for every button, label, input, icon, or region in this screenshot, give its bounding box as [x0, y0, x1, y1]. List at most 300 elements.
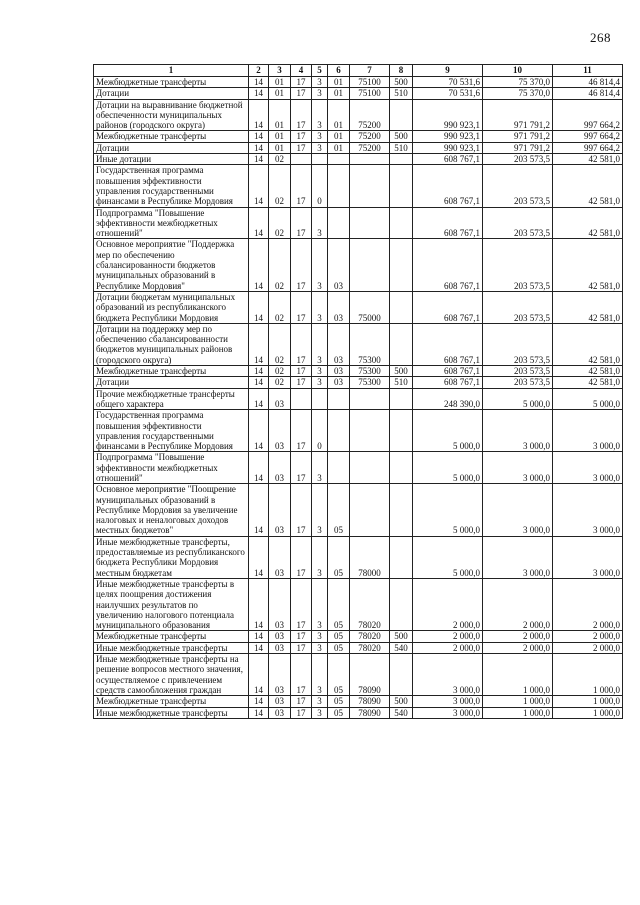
code-gr: 14 [249, 239, 269, 291]
code-pr-c: 03 [328, 323, 350, 365]
amount-y3: 46 814,4 [553, 77, 623, 88]
code-pr-b: 3 [312, 696, 328, 707]
table-row [94, 165, 623, 207]
code-vr [390, 578, 413, 630]
code-csr [350, 410, 390, 452]
col-header-4: 4 [291, 65, 312, 77]
table-row [94, 366, 623, 377]
amount-y1: 608 767,1 [413, 377, 483, 388]
row-name: Подпрограмма "Повышение эффективности межбюджетных отношений" [94, 207, 249, 239]
code-csr: 75300 [350, 323, 390, 365]
code-csr: 78090 [350, 696, 390, 707]
amount-y1: 2 000,0 [413, 631, 483, 642]
code-vr [390, 207, 413, 239]
row-name: Иные межбюджетные трансферты в целях поощрения достижения наилучших результатов по увеличению налогового потенциала муниципального образования [94, 578, 249, 630]
amount-y1: 990 923,1 [413, 99, 483, 131]
code-rz: 03 [269, 452, 291, 484]
amount-y3: 42 581,0 [553, 291, 623, 323]
row-name: Дотации [94, 377, 249, 388]
row-name: Дотации [94, 88, 249, 99]
code-rz: 02 [269, 377, 291, 388]
code-vr [390, 239, 413, 291]
amount-y3: 997 664,2 [553, 99, 623, 131]
code-vr: 540 [390, 707, 413, 718]
amount-y3: 42 581,0 [553, 239, 623, 291]
amount-y1: 608 767,1 [413, 165, 483, 207]
table-row [94, 323, 623, 365]
amount-y1: 3 000,0 [413, 654, 483, 696]
code-rz: 02 [269, 207, 291, 239]
row-name: Иные межбюджетные трансферты [94, 642, 249, 653]
amount-y3: 997 664,2 [553, 131, 623, 142]
code-rz: 02 [269, 366, 291, 377]
amount-y1: 608 767,1 [413, 154, 483, 165]
table-row [94, 88, 623, 99]
code-rz: 02 [269, 239, 291, 291]
amount-y1: 5 000,0 [413, 452, 483, 484]
row-name: Государственная программа повышения эффективности управления государственными финансами в Республике Мордовия [94, 410, 249, 452]
code-pr-a: 17 [291, 131, 312, 142]
code-pr-a: 17 [291, 88, 312, 99]
code-pr-a: 17 [291, 578, 312, 630]
code-pr-c: 01 [328, 77, 350, 88]
amount-y3: 1 000,0 [553, 654, 623, 696]
code-pr-c: 05 [328, 484, 350, 536]
code-pr-b: 3 [312, 239, 328, 291]
code-pr-c: 05 [328, 654, 350, 696]
code-vr [390, 99, 413, 131]
code-pr-c [328, 452, 350, 484]
table-row [94, 388, 623, 410]
code-gr: 14 [249, 366, 269, 377]
code-csr: 75200 [350, 131, 390, 142]
code-csr: 78090 [350, 707, 390, 718]
table-row [94, 536, 623, 578]
amount-y3: 42 581,0 [553, 323, 623, 365]
table-row [94, 142, 623, 153]
code-pr-a: 17 [291, 484, 312, 536]
code-rz: 03 [269, 484, 291, 536]
code-rz: 03 [269, 707, 291, 718]
code-pr-b: 3 [312, 642, 328, 653]
row-name: Иные межбюджетные трансферты [94, 707, 249, 718]
table-header-row [94, 65, 623, 77]
table-row [94, 154, 623, 165]
code-csr [350, 452, 390, 484]
code-pr-c: 05 [328, 578, 350, 630]
amount-y2: 1 000,0 [483, 654, 553, 696]
code-pr-b: 3 [312, 77, 328, 88]
code-gr: 14 [249, 707, 269, 718]
col-header-11: 11 [553, 65, 623, 77]
table-row [94, 578, 623, 630]
code-vr [390, 484, 413, 536]
code-csr: 78020 [350, 631, 390, 642]
code-csr: 75100 [350, 77, 390, 88]
code-pr-b: 3 [312, 88, 328, 99]
code-pr-b: 3 [312, 99, 328, 131]
row-name: Основное мероприятие "Поддержка мер по обеспечению сбалансированности бюджетов муниципальных образований в Республике Мордовия" [94, 239, 249, 291]
table-body [94, 77, 623, 719]
code-pr-b [312, 388, 328, 410]
code-pr-a: 17 [291, 696, 312, 707]
amount-y1: 608 767,1 [413, 207, 483, 239]
code-csr [350, 154, 390, 165]
code-pr-c: 03 [328, 377, 350, 388]
table-row [94, 131, 623, 142]
code-rz: 03 [269, 642, 291, 653]
amount-y3: 1 000,0 [553, 696, 623, 707]
amount-y3: 42 581,0 [553, 154, 623, 165]
code-pr-b: 3 [312, 452, 328, 484]
code-rz: 03 [269, 536, 291, 578]
code-csr: 75300 [350, 377, 390, 388]
code-pr-a: 17 [291, 77, 312, 88]
amount-y2: 3 000,0 [483, 410, 553, 452]
code-pr-a: 17 [291, 642, 312, 653]
row-name: Иные дотации [94, 154, 249, 165]
amount-y2: 2 000,0 [483, 642, 553, 653]
col-header-2: 2 [249, 65, 269, 77]
code-gr: 14 [249, 377, 269, 388]
code-csr: 75200 [350, 142, 390, 153]
amount-y2: 203 573,5 [483, 323, 553, 365]
code-rz: 03 [269, 654, 291, 696]
code-vr [390, 323, 413, 365]
code-csr: 75000 [350, 291, 390, 323]
code-gr: 14 [249, 99, 269, 131]
code-rz: 03 [269, 410, 291, 452]
table-row [94, 707, 623, 718]
code-vr [390, 388, 413, 410]
table-row [94, 696, 623, 707]
amount-y2: 203 573,5 [483, 207, 553, 239]
table-row [94, 77, 623, 88]
code-csr: 78020 [350, 578, 390, 630]
amount-y2: 971 791,2 [483, 99, 553, 131]
row-name: Дотации на выравнивание бюджетной обеспеченности муниципальных районов (городского округа) [94, 99, 249, 131]
amount-y2: 1 000,0 [483, 696, 553, 707]
code-pr-c: 03 [328, 366, 350, 377]
code-rz: 01 [269, 99, 291, 131]
amount-y2: 75 370,0 [483, 88, 553, 99]
code-pr-a [291, 388, 312, 410]
code-vr: 500 [390, 366, 413, 377]
code-pr-a: 17 [291, 452, 312, 484]
code-csr [350, 484, 390, 536]
code-csr [350, 165, 390, 207]
code-rz: 03 [269, 631, 291, 642]
row-name: Подпрограмма "Повышение эффективности межбюджетных отношений" [94, 452, 249, 484]
amount-y2: 3 000,0 [483, 536, 553, 578]
code-gr: 14 [249, 642, 269, 653]
amount-y3: 3 000,0 [553, 536, 623, 578]
code-pr-c: 03 [328, 239, 350, 291]
amount-y2: 2 000,0 [483, 578, 553, 630]
code-csr: 75100 [350, 88, 390, 99]
code-pr-a: 17 [291, 631, 312, 642]
code-pr-c: 01 [328, 99, 350, 131]
code-pr-c: 01 [328, 88, 350, 99]
row-name: Дотации [94, 142, 249, 153]
code-vr [390, 536, 413, 578]
code-vr: 500 [390, 77, 413, 88]
code-pr-c: 03 [328, 291, 350, 323]
amount-y1: 990 923,1 [413, 142, 483, 153]
code-rz: 02 [269, 154, 291, 165]
code-csr: 78090 [350, 654, 390, 696]
col-header-3: 3 [269, 65, 291, 77]
code-pr-b: 3 [312, 707, 328, 718]
code-pr-b: 3 [312, 578, 328, 630]
code-pr-c: 05 [328, 696, 350, 707]
code-pr-c [328, 154, 350, 165]
table-row [94, 631, 623, 642]
code-gr: 14 [249, 484, 269, 536]
amount-y3: 42 581,0 [553, 207, 623, 239]
budget-table [93, 64, 623, 719]
code-gr: 14 [249, 323, 269, 365]
code-pr-b: 3 [312, 631, 328, 642]
amount-y3: 3 000,0 [553, 410, 623, 452]
amount-y1: 2 000,0 [413, 642, 483, 653]
code-vr: 500 [390, 131, 413, 142]
code-rz: 01 [269, 142, 291, 153]
code-pr-a: 17 [291, 291, 312, 323]
code-pr-c [328, 207, 350, 239]
code-pr-c: 05 [328, 642, 350, 653]
code-vr [390, 165, 413, 207]
code-gr: 14 [249, 142, 269, 153]
amount-y1: 5 000,0 [413, 484, 483, 536]
code-pr-c: 01 [328, 131, 350, 142]
code-pr-b: 3 [312, 377, 328, 388]
row-name: Основное мероприятие "Поощрение муниципальных образований в Республике Мордовия за увеличение налоговых и неналоговых доходов местных бюджетов" [94, 484, 249, 536]
table-row [94, 377, 623, 388]
col-header-6: 6 [328, 65, 350, 77]
code-gr: 14 [249, 631, 269, 642]
table-row [94, 452, 623, 484]
code-csr [350, 207, 390, 239]
amount-y3: 3 000,0 [553, 452, 623, 484]
code-pr-b: 0 [312, 165, 328, 207]
amount-y1: 3 000,0 [413, 707, 483, 718]
code-pr-a: 17 [291, 410, 312, 452]
code-pr-a: 17 [291, 165, 312, 207]
code-rz: 02 [269, 165, 291, 207]
code-pr-c: 05 [328, 631, 350, 642]
amount-y3: 1 000,0 [553, 707, 623, 718]
code-gr: 14 [249, 291, 269, 323]
code-pr-a: 17 [291, 366, 312, 377]
col-header-8: 8 [390, 65, 413, 77]
table-row [94, 239, 623, 291]
table-row [94, 207, 623, 239]
code-pr-c [328, 410, 350, 452]
amount-y3: 46 814,4 [553, 88, 623, 99]
code-gr: 14 [249, 654, 269, 696]
code-gr: 14 [249, 88, 269, 99]
code-csr: 75300 [350, 366, 390, 377]
row-name: Государственная программа повышения эффективности управления государственными финансами в Республике Мордовия [94, 165, 249, 207]
amount-y3: 2 000,0 [553, 642, 623, 653]
amount-y1: 5 000,0 [413, 410, 483, 452]
amount-y1: 3 000,0 [413, 696, 483, 707]
amount-y2: 75 370,0 [483, 77, 553, 88]
code-pr-a: 17 [291, 536, 312, 578]
amount-y1: 70 531,6 [413, 88, 483, 99]
amount-y3: 2 000,0 [553, 578, 623, 630]
code-pr-c: 05 [328, 707, 350, 718]
amount-y2: 203 573,5 [483, 165, 553, 207]
col-header-1: 1 [94, 65, 249, 77]
table-row [94, 484, 623, 536]
row-name: Дотации бюджетам муниципальных образований из республиканского бюджета Республики Мордовия [94, 291, 249, 323]
code-pr-a: 17 [291, 654, 312, 696]
amount-y2: 203 573,5 [483, 291, 553, 323]
amount-y1: 70 531,6 [413, 77, 483, 88]
amount-y2: 971 791,2 [483, 131, 553, 142]
amount-y2: 2 000,0 [483, 631, 553, 642]
code-pr-c: 05 [328, 536, 350, 578]
code-gr: 14 [249, 388, 269, 410]
code-csr: 75200 [350, 99, 390, 131]
amount-y3: 42 581,0 [553, 366, 623, 377]
code-pr-b: 3 [312, 323, 328, 365]
code-pr-b: 3 [312, 291, 328, 323]
code-pr-b: 3 [312, 131, 328, 142]
amount-y2: 203 573,5 [483, 154, 553, 165]
code-gr: 14 [249, 452, 269, 484]
code-pr-a: 17 [291, 142, 312, 153]
code-pr-a: 17 [291, 239, 312, 291]
code-pr-b: 3 [312, 536, 328, 578]
amount-y3: 3 000,0 [553, 484, 623, 536]
code-gr: 14 [249, 696, 269, 707]
code-gr: 14 [249, 207, 269, 239]
table-row [94, 642, 623, 653]
row-name: Межбюджетные трансферты [94, 366, 249, 377]
code-gr: 14 [249, 165, 269, 207]
row-name: Межбюджетные трансферты [94, 696, 249, 707]
table-row [94, 654, 623, 696]
row-name: Дотации на поддержку мер по обеспечению сбалансированности бюджетов муниципальных районов (городского округа) [94, 323, 249, 365]
code-rz: 03 [269, 696, 291, 707]
col-header-5: 5 [312, 65, 328, 77]
amount-y2: 203 573,5 [483, 366, 553, 377]
code-rz: 02 [269, 323, 291, 365]
amount-y1: 608 767,1 [413, 323, 483, 365]
code-gr: 14 [249, 154, 269, 165]
row-name: Прочие межбюджетные трансферты общего характера [94, 388, 249, 410]
row-name: Межбюджетные трансферты [94, 77, 249, 88]
row-name: Межбюджетные трансферты [94, 631, 249, 642]
code-csr [350, 388, 390, 410]
code-pr-a: 17 [291, 207, 312, 239]
amount-y2: 203 573,5 [483, 239, 553, 291]
code-vr: 510 [390, 142, 413, 153]
amount-y1: 2 000,0 [413, 578, 483, 630]
amount-y2: 1 000,0 [483, 707, 553, 718]
code-vr: 510 [390, 88, 413, 99]
code-pr-a: 17 [291, 323, 312, 365]
row-name: Иные межбюджетные трансферты, предоставляемые из республиканского бюджета Республики Мордовия местным бюджетам [94, 536, 249, 578]
amount-y2: 5 000,0 [483, 388, 553, 410]
col-header-9: 9 [413, 65, 483, 77]
amount-y1: 608 767,1 [413, 291, 483, 323]
amount-y3: 2 000,0 [553, 631, 623, 642]
code-pr-c [328, 165, 350, 207]
amount-y1: 248 390,0 [413, 388, 483, 410]
amount-y3: 42 581,0 [553, 377, 623, 388]
col-header-7: 7 [350, 65, 390, 77]
table-row [94, 291, 623, 323]
page-number: 268 [590, 30, 611, 45]
code-rz: 01 [269, 77, 291, 88]
code-rz: 03 [269, 388, 291, 410]
code-rz: 03 [269, 578, 291, 630]
code-vr: 500 [390, 631, 413, 642]
code-gr: 14 [249, 578, 269, 630]
code-rz: 01 [269, 131, 291, 142]
amount-y2: 203 573,5 [483, 377, 553, 388]
table-row [94, 99, 623, 131]
code-vr [390, 410, 413, 452]
code-vr: 510 [390, 377, 413, 388]
amount-y2: 3 000,0 [483, 452, 553, 484]
amount-y3: 42 581,0 [553, 165, 623, 207]
amount-y1: 608 767,1 [413, 239, 483, 291]
code-pr-b: 3 [312, 366, 328, 377]
code-pr-c [328, 388, 350, 410]
code-vr [390, 154, 413, 165]
code-csr: 78020 [350, 642, 390, 653]
code-pr-a: 17 [291, 377, 312, 388]
code-rz: 02 [269, 291, 291, 323]
code-vr [390, 654, 413, 696]
code-pr-b: 3 [312, 654, 328, 696]
code-vr: 500 [390, 696, 413, 707]
code-pr-b: 3 [312, 207, 328, 239]
code-pr-a [291, 154, 312, 165]
amount-y1: 990 923,1 [413, 131, 483, 142]
code-pr-a: 17 [291, 99, 312, 131]
amount-y2: 3 000,0 [483, 484, 553, 536]
code-vr: 540 [390, 642, 413, 653]
code-csr [350, 239, 390, 291]
code-csr: 78000 [350, 536, 390, 578]
row-name: Межбюджетные трансферты [94, 131, 249, 142]
code-vr [390, 291, 413, 323]
amount-y3: 997 664,2 [553, 142, 623, 153]
code-gr: 14 [249, 131, 269, 142]
code-pr-a: 17 [291, 707, 312, 718]
code-pr-b [312, 154, 328, 165]
amount-y3: 5 000,0 [553, 388, 623, 410]
col-header-10: 10 [483, 65, 553, 77]
code-gr: 14 [249, 410, 269, 452]
code-vr [390, 452, 413, 484]
table-row [94, 410, 623, 452]
amount-y1: 608 767,1 [413, 366, 483, 377]
code-gr: 14 [249, 536, 269, 578]
amount-y1: 5 000,0 [413, 536, 483, 578]
code-pr-b: 0 [312, 410, 328, 452]
row-name: Иные межбюджетные трансферты на решение вопросов местного значения, осуществляемое с привлечением средств самообложения граждан [94, 654, 249, 696]
code-pr-b: 3 [312, 484, 328, 536]
code-rz: 01 [269, 88, 291, 99]
amount-y2: 971 791,2 [483, 142, 553, 153]
